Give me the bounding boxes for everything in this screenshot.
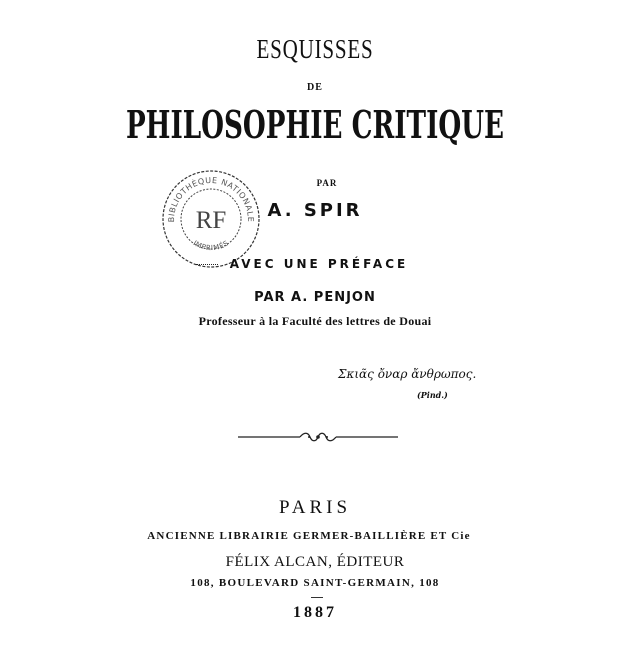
epigraph-source: (Pind.) xyxy=(417,390,448,400)
preface-line: AVEC UNE PRÉFACE xyxy=(229,257,409,271)
stamp-ring-top: BIBLIOTHÈQUE NATIONALE xyxy=(166,175,256,223)
publication-year: 1887 xyxy=(293,604,337,621)
publisher-city: PARIS xyxy=(278,497,352,518)
publisher-house: ANCIENNE LIBRAIRIE GERMER-BAILLIÈRE ET Cie xyxy=(147,530,471,542)
ornament-divider xyxy=(238,430,398,444)
svg-text:IMPRIMÉS xyxy=(192,239,231,252)
stamp-ring-bottom: IMPRIMÉS xyxy=(191,239,231,253)
publisher-address: 108, BOULEVARD SAINT-GERMAIN, 108 xyxy=(190,577,440,589)
stamp-initials: RF xyxy=(195,207,227,234)
title-line-2: PHILOSOPHIE CRITIQUE xyxy=(125,102,505,147)
author-by: PAR xyxy=(316,178,338,188)
epigraph-text: Σκιᾶς ὄναρ ἄνθρωπος. xyxy=(338,367,477,381)
library-stamp xyxy=(160,168,262,270)
year-rule xyxy=(311,597,323,598)
title-line-1: ESQUISSES xyxy=(256,34,374,64)
title-connector: DE xyxy=(307,82,323,93)
preface-affiliation: Professeur à la Faculté des lettres de Douai xyxy=(198,314,432,328)
publisher-editor: FÉLIX ALCAN, ÉDITEUR xyxy=(225,554,405,570)
preface-author: PAR A. PENJON xyxy=(254,290,376,305)
author-name: A. SPIR xyxy=(267,200,363,221)
